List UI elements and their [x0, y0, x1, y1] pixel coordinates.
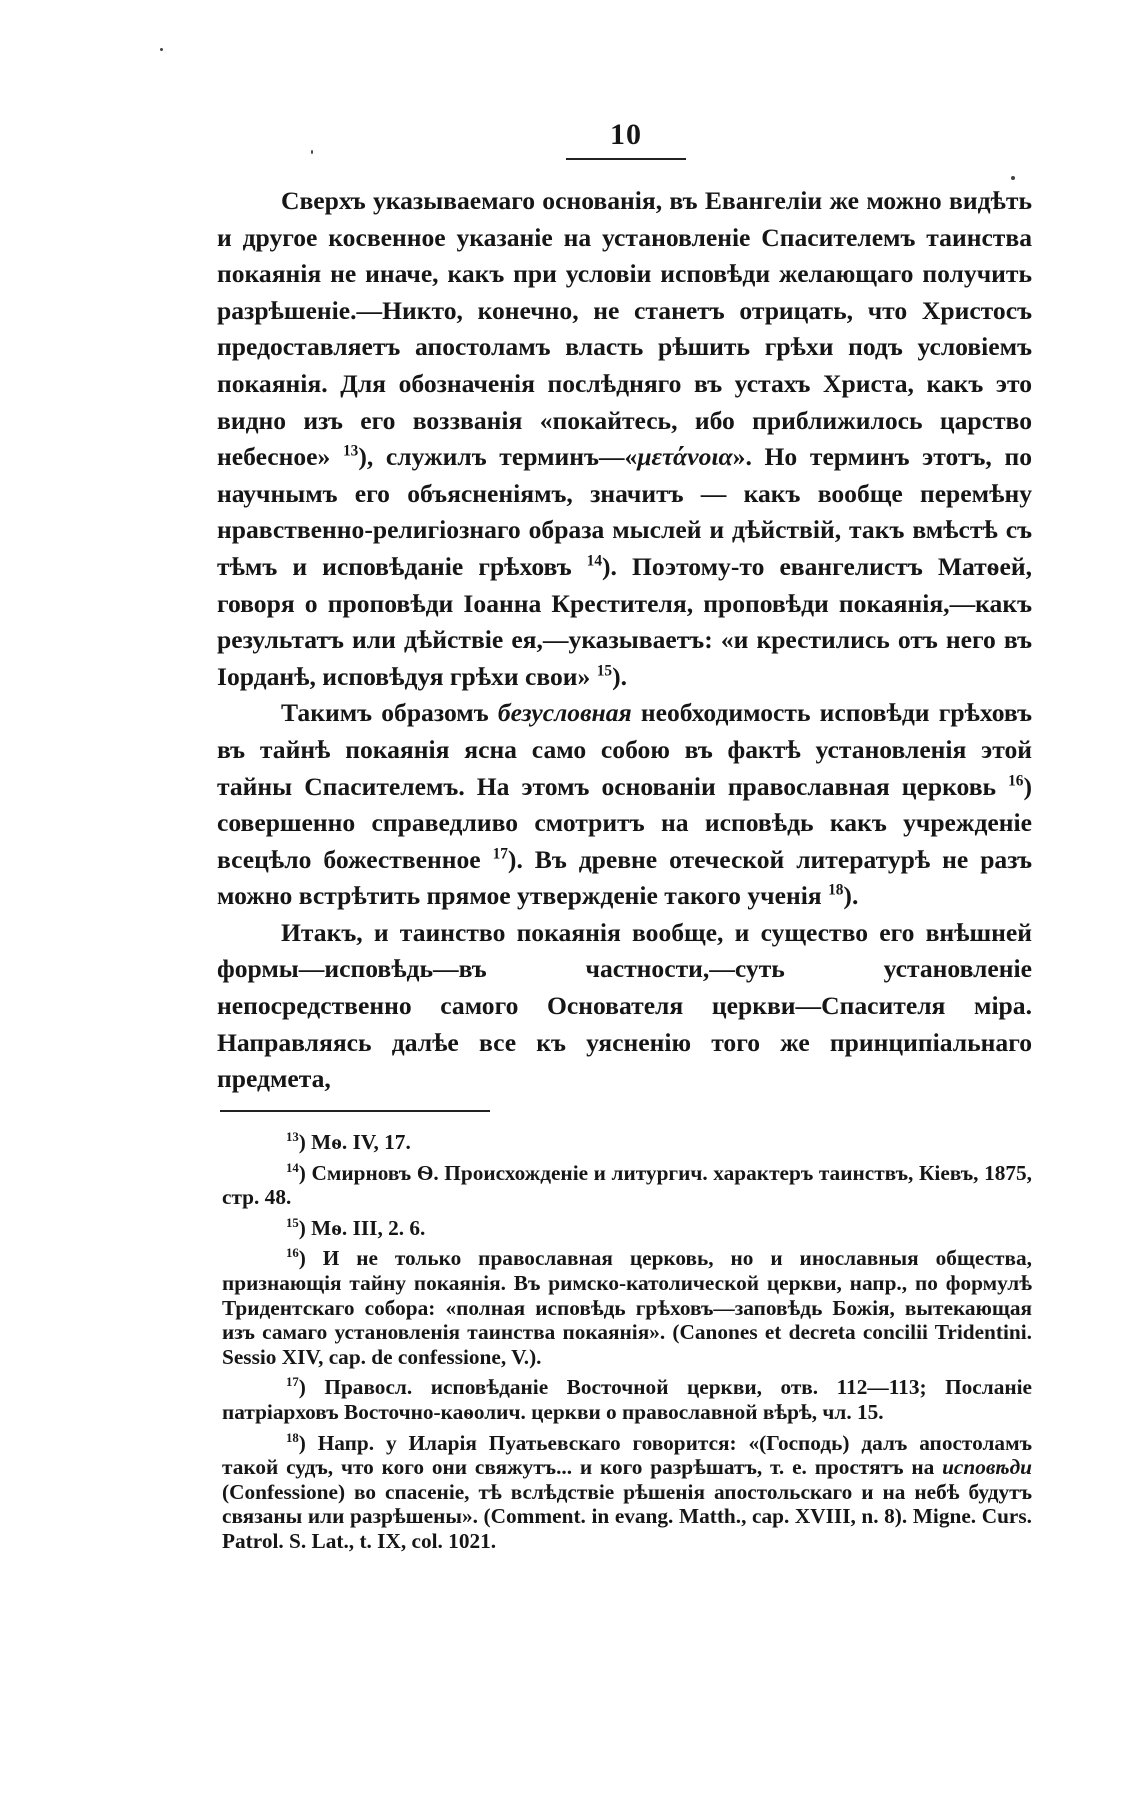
- main-text: [217, 183, 1032, 1098]
- paragraph: [217, 915, 1032, 1098]
- footnote-ref: 13: [342, 442, 359, 460]
- scan-speck: [160, 48, 163, 51]
- text-run: ), служилъ терминъ—«: [358, 442, 638, 472]
- scan-speck: [311, 150, 313, 154]
- text-run: необходимость исповѣди грѣховъ въ тайнѣ покаянія ясна само собою въ фактѣ установленія этой тайны Спасителемъ. На этомъ основаніи православная церковь: [217, 698, 1032, 801]
- text-run: ) совершенно справедливо смотритъ на исповѣдь какъ учрежденіе всецѣло божественное: [217, 771, 1032, 874]
- footnote-ref: 16: [1008, 771, 1024, 789]
- text-run: ) И не только православная церковь, но и инославныя общества, признающія тайну покаянія. Въ римско-католической церкви, напр., по формулѣ Тридентскаго собора: «полная исповѣдь грѣховъ—заповѣдь Божія, вытекающая изъ самаго установленія таинства покаянія». (Canones et decreta concilii Tridentini. Sessio XIV, cap. de confessione, V.).: [222, 1246, 1032, 1369]
- paragraph: [217, 183, 1032, 695]
- text-run: Итакъ, и таинство покаянія вообще, и существо его внѣшней формы—исповѣдь—въ частности,—суть установленіе непосредственно самого Основателя церкви—Спасителя міра. Направляясь далѣе все къ уясненію того же принципіальнаго предмета,: [217, 917, 1032, 1094]
- footnote-ref: 17: [492, 845, 508, 863]
- footnote-ref: 17: [286, 1375, 299, 1390]
- italic-text: исповѣди: [942, 1455, 1032, 1480]
- footnote-ref: 18: [828, 881, 844, 899]
- footnote-ref: 18: [286, 1430, 299, 1445]
- footnote-ref: 14: [586, 552, 603, 570]
- text-run: ) Правосл. исповѣданіе Восточной церкви, отв. 112—113; Посланіе патріарховъ Восточно-каѳолич. церкви о православной вѣрѣ, чл. 15.: [222, 1375, 1032, 1424]
- text-run: ) Напр. у Иларія Пуатьевскаго говорится: «(Господь) далъ апостоламъ такой судъ, что кого они свяжутъ... и кого разрѣшатъ, т. е. простятъ на: [222, 1430, 1032, 1480]
- footnote: [222, 1130, 1032, 1155]
- paragraph: [217, 695, 1032, 915]
- page-number-rule: [566, 158, 686, 160]
- text-run: ). Поэтому-то евангелистъ Матѳей, говоря о проповѣди Іоанна Крестителя, проповѣди покаянія,—какъ результатъ или дѣйствіе ея,—указываетъ: «и крестились отъ него въ Іорданѣ, исповѣдуя грѣхи свои»: [217, 551, 1032, 691]
- footnote-separator: [220, 1110, 490, 1112]
- page-number: 10: [610, 118, 642, 151]
- footnote: [222, 1375, 1032, 1424]
- footnote-ref: 15: [596, 662, 613, 680]
- text-run: ». Но терминъ этотъ, по научнымъ его объясненіямъ, значитъ — какъ вообще перемѣну нравственно-религіознаго образа мыслей и дѣйствій, такъ вмѣстѣ съ тѣмъ и исповѣданіе грѣховъ: [217, 442, 1032, 581]
- footnote-ref: 16: [286, 1246, 299, 1261]
- text-run: (Confessione) во спасеніе, тѣ вслѣдствіе рѣшенія апостольскаго и на небѣ будутъ связаны или разрѣшены». (Comment. in evang. Matth., cap. XVIII, n. 8). Migne. Curs. Patrol. S. Lat., t. IX, col. 1021.: [222, 1479, 1032, 1553]
- footnote: [222, 1216, 1032, 1241]
- text-run: ) Смирновъ Ѳ. Происхожденіе и литургич. характеръ таинствъ, Кіевъ, 1875, стр. 48.: [222, 1160, 1032, 1210]
- text-run: Сверхъ указываемаго основанія, въ Евангеліи же можно видѣть и другое косвенное указаніе на установленіе Спасителемъ таинства покаянія не иначе, какъ при условіи исповѣди желающаго получить разрѣшеніе.—Никто, конечно, не станетъ отрицать, что Христосъ предоставляетъ апостоламъ власть рѣшить грѣхи подъ условіемъ покаянія. Для обозначенія послѣдняго въ устахъ Христа, какъ это видно изъ его воззванія «покайтесь, ибо приближилось царство небесное»: [217, 186, 1032, 472]
- italic-text: μετάνοια: [637, 442, 733, 472]
- text-run: ). Въ древне отеческой литературѣ не разъ можно встрѣтить прямое утвержденіе такого ученія: [217, 844, 1032, 911]
- footnote: [222, 1431, 1032, 1554]
- footnotes: [222, 1130, 1032, 1560]
- text-run: ).: [843, 881, 859, 911]
- footnote: [222, 1161, 1032, 1210]
- text-run: ) Мѳ. IV, 17.: [298, 1130, 411, 1154]
- text-run: Такимъ образомъ: [281, 698, 498, 728]
- text-run: ).: [612, 661, 628, 691]
- italic-text: безусловная: [497, 698, 632, 728]
- footnote-ref: 14: [286, 1160, 299, 1175]
- scan-speck: [1011, 176, 1015, 180]
- text-run: ) Мѳ. III, 2. 6.: [298, 1215, 426, 1240]
- footnote-ref: 13: [286, 1129, 299, 1144]
- footnote: [222, 1246, 1032, 1369]
- footnote-ref: 15: [286, 1215, 299, 1230]
